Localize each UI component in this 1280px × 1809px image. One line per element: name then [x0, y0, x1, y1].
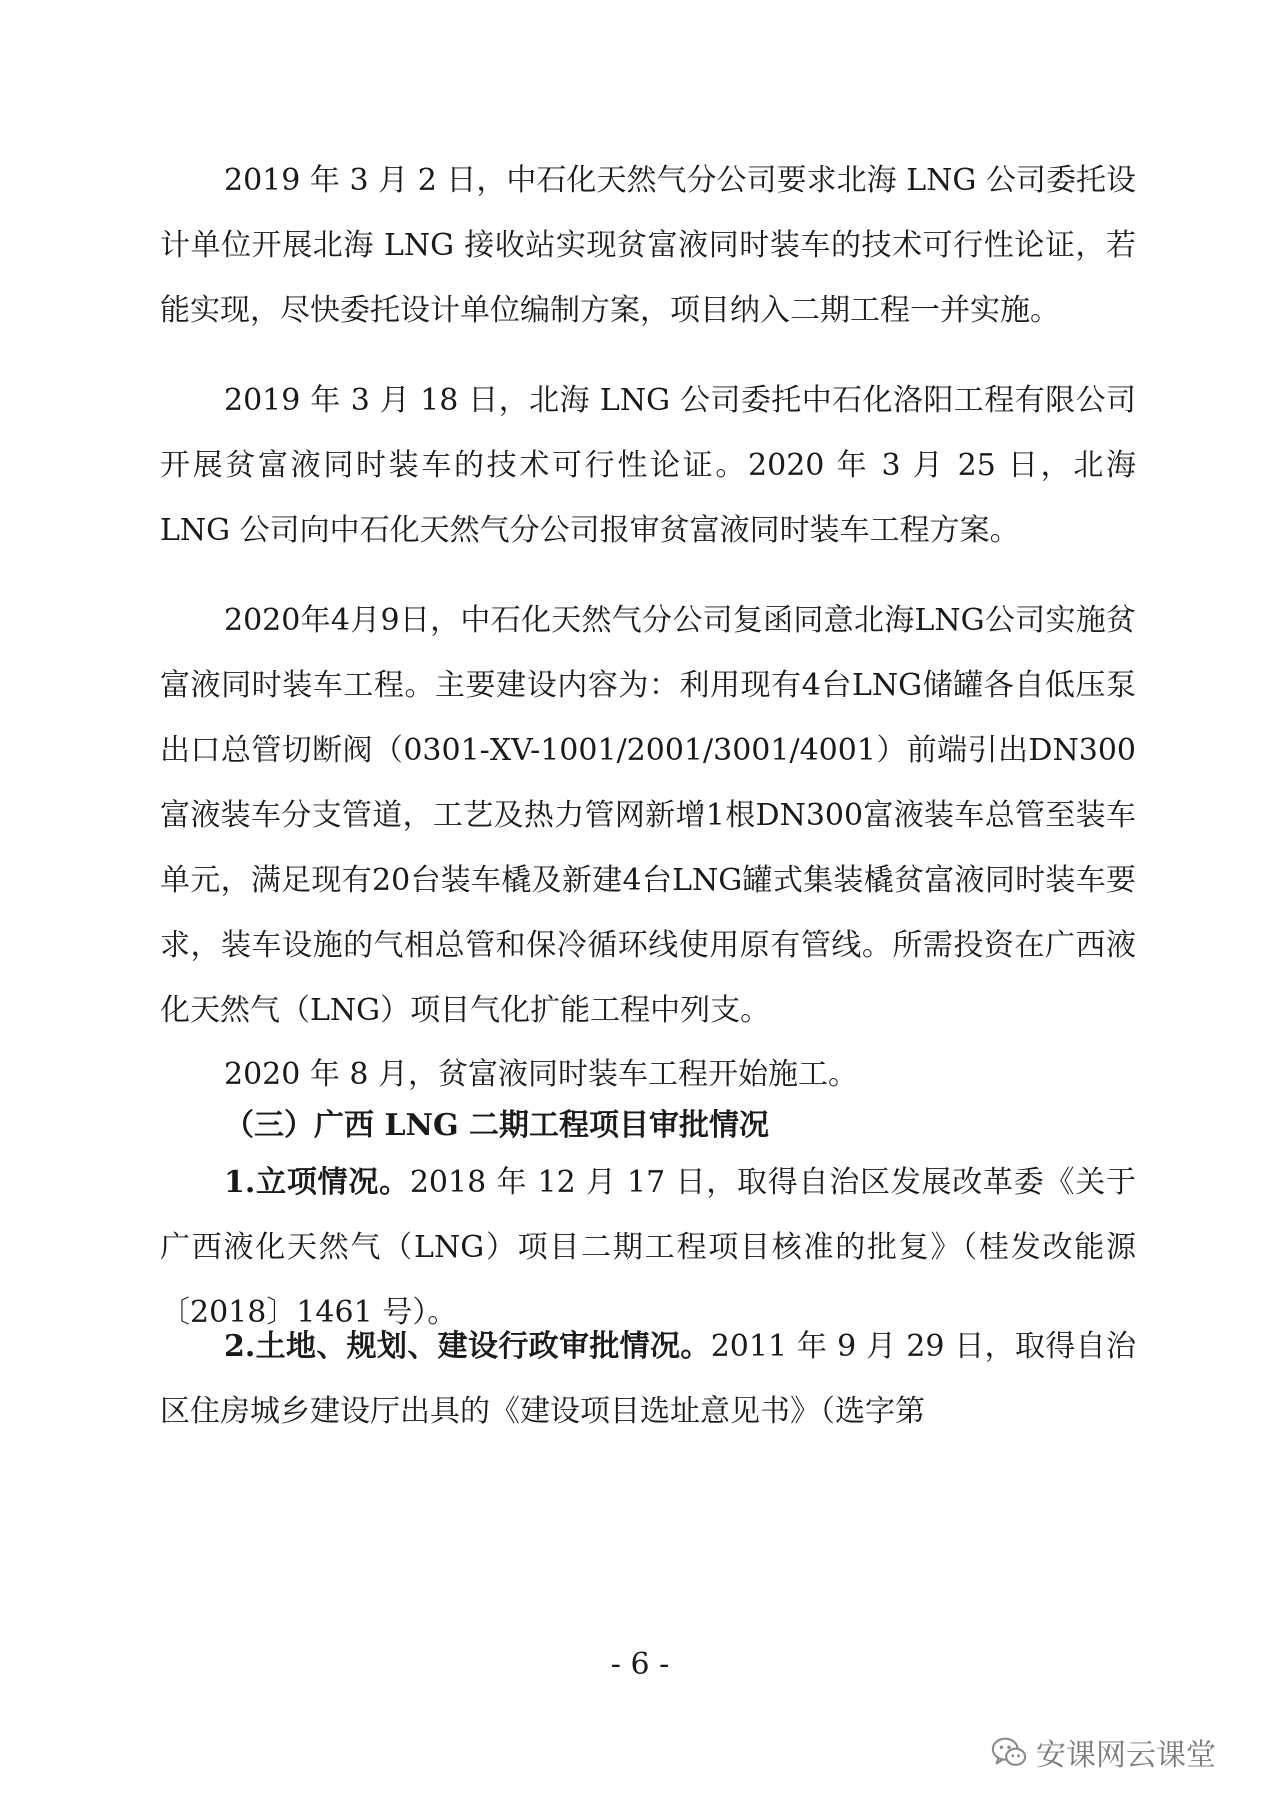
page-number: - 6 - [610, 1647, 670, 1682]
watermark-text: 安课网云课堂 [1036, 1738, 1216, 1773]
paragraph-2: 2019 年 3 月 18 日，北海 LNG 公司委托中石化洛阳工程有限公司开展贫富液同时装车的技术可行性论证。2020 年 3 月 25 日，北海 LNG 公司向中石化天然气分公司报审贫富液同时装车工程方案。 [160, 383, 1136, 548]
item-2-paragraph [160, 1314, 1136, 1444]
item-1-text: 2018 年 12 月 17 日，取得自治区发展改革委《关于广西液化天然气（LNG）项目二期工程项目核准的批复》（桂发改能源〔2018〕1461 号）。 [160, 1165, 1136, 1330]
paragraph-3: 2020年4月9日，中石化天然气分公司复函同意北海LNG公司实施贫富液同时装车工程。主要建设内容为：利用现有4台LNG储罐各自低压泵出口总管切断阀（0301-XV-1001/2001/3001/4001）前端引出DN300富液装车分支管道，工艺及热力管网新增1根DN300富液装车总管至装车单元，满足现有20台装车橇及新建4台LNG罐式集装橇贫富液同时装车要求，装车设施的气相总管和保冷循环线使用原有管线。所需投资在广西液化天然气（LNG）项目气化扩能工程中列支。 [160, 603, 1136, 1028]
wechat-icon [990, 1733, 1028, 1771]
paragraph-1: 2019 年 3 月 2 日，中石化天然气分公司要求北海 LNG 公司委托设计单位开展北海 LNG 接收站实现贫富液同时装车的技术可行性论证，若能实现，尽快委托设计单位编制方案，项目纳入二期工程一并实施。 [160, 163, 1136, 328]
item-1-lead: 1.立项情况。 [224, 1165, 410, 1200]
item-2-text: 2011 年 9 月 29 日，取得自治区住房城乡建设厅出具的《建设项目选址意见书》（选字第 [160, 1329, 1136, 1429]
item-2-lead: 2.土地、规划、建设行政审批情况。 [224, 1329, 711, 1364]
watermark [990, 1732, 1216, 1772]
paragraph-4: 2020 年 8 月，贫富液同时装车工程开始施工。 [224, 1057, 859, 1092]
section-heading: （三）广西 LNG 二期工程项目审批情况 [224, 1108, 770, 1143]
